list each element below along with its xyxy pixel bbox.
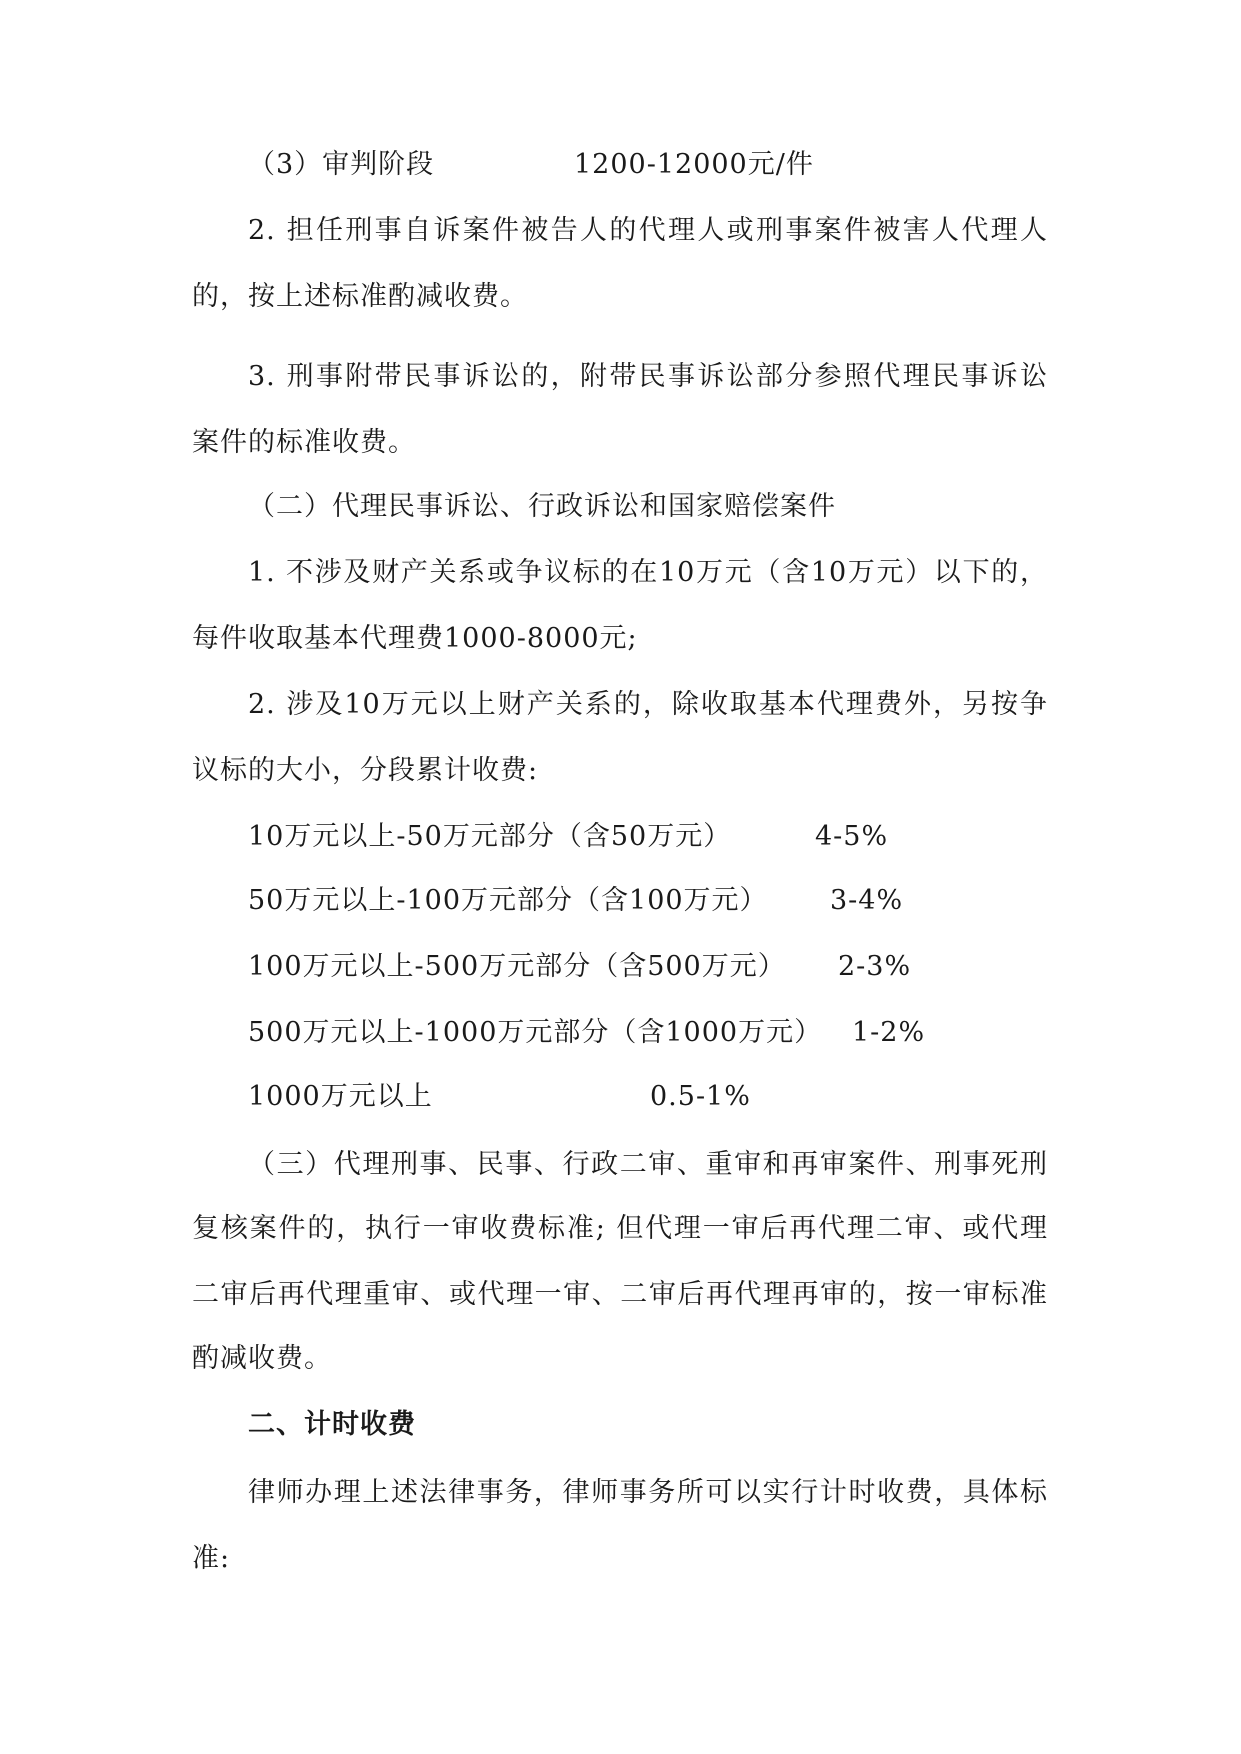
section-2-item-2-line-2: 议标的大小，分段累计收费: <box>192 755 539 786</box>
fee-tier-range: 100万元以上-500万元部分（含500万元） <box>248 951 786 982</box>
section-2-item-2-line-1: 2. 涉及10万元以上财产关系的，除收取基本代理费外，另按争 <box>248 689 1048 720</box>
stage-item-label: （3）审判阶段 <box>248 149 435 180</box>
final-paragraph-line-1: 律师办理上述法律事务，律师事务所可以实行计时收费，具体标 <box>248 1477 1048 1508</box>
fee-tier-rate: 0.5-1% <box>650 1081 751 1112</box>
fee-tier-rate: 1-2% <box>852 1017 926 1048</box>
section-3-line-2: 复核案件的，执行一审收费标准; 但代理一审后再代理二审、或代理 <box>192 1213 1048 1244</box>
section-heading: 二、计时收费 <box>248 1409 416 1440</box>
paragraph-3-line-1: 3. 刑事附带民事诉讼的，附带民事诉讼部分参照代理民事诉讼 <box>248 361 1048 392</box>
section-3-line-4: 酌减收费。 <box>192 1343 332 1374</box>
fee-tier-range: 1000万元以上 <box>248 1081 433 1112</box>
section-3-line-1: （三）代理刑事、民事、行政二审、重审和再审案件、刑事死刑 <box>248 1149 1048 1180</box>
fee-tier-rate: 3-4% <box>830 885 904 916</box>
fee-tier-range: 500万元以上-1000万元部分（含1000万元） <box>248 1017 823 1048</box>
paragraph-3-line-2: 案件的标准收费。 <box>192 427 416 458</box>
section-3-line-3: 二审后再代理重审、或代理一审、二审后再代理再审的，按一审标准 <box>192 1279 1048 1310</box>
final-paragraph-line-2: 准: <box>192 1543 231 1574</box>
fee-tier-range: 10万元以上-50万元部分（含50万元） <box>248 821 732 852</box>
section-2-title: （二）代理民事诉讼、行政诉讼和国家赔偿案件 <box>248 491 836 522</box>
section-2-item-1-line-2: 每件收取基本代理费1000-8000元; <box>192 623 638 654</box>
stage-item-amount: 1200-12000元/件 <box>574 149 814 180</box>
fee-tier-range: 50万元以上-100万元部分（含100万元） <box>248 885 768 916</box>
paragraph-2-line-2: 的，按上述标准酌减收费。 <box>192 281 528 312</box>
paragraph-2-line-1: 2. 担任刑事自诉案件被告人的代理人或刑事案件被害人代理人 <box>248 215 1048 246</box>
fee-tier-rate: 4-5% <box>815 821 889 852</box>
fee-tier-rate: 2-3% <box>838 951 912 982</box>
section-2-item-1-line-1: 1. 不涉及财产关系或争议标的在10万元（含10万元）以下的， <box>248 557 1048 588</box>
